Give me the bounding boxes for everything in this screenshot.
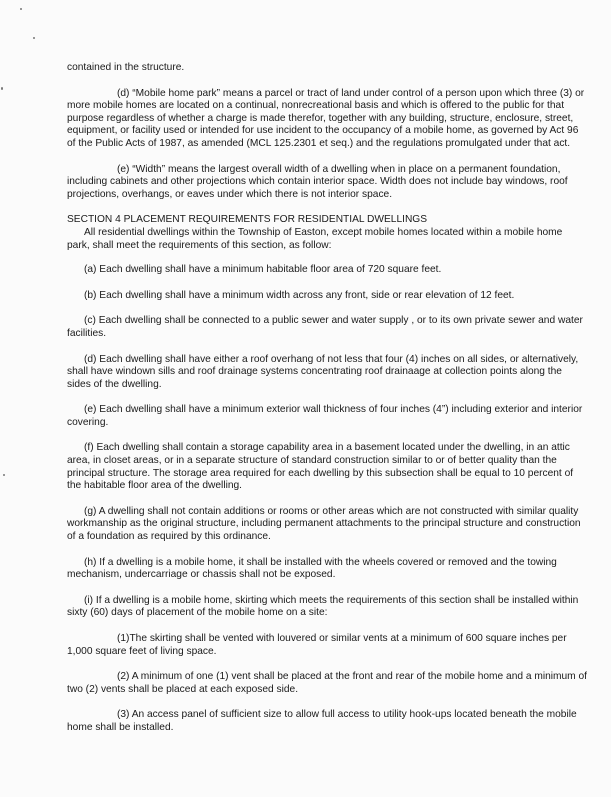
requirement-d: (d) Each dwelling shall have either a roof overhang of not less that four (4) inches on all sides, or alternatively, shall have windown sills and roof drainage systems concentrating roof drainaage at collection points along the sides of the dwelling. <box>67 353 579 390</box>
scan-speck <box>20 8 22 10</box>
scan-speck <box>1 87 3 90</box>
requirement-g: (g) A dwelling shall not contain additions or rooms or other areas which are not constructed with similar quality workmanship as the original structure, including permanent attachments to the principal structure and construction of a foundation as required by this ordinance. <box>67 505 581 543</box>
requirement-h: (h) If a dwelling is a mobile home, it shall be installed with the wheels covered or removed and the towing mechanism, undercarriage or chassis shall not be exposed. <box>67 556 557 581</box>
requirement-a: (a) Each dwelling shall have a minimum habitable floor area of 720 square feet. <box>84 264 442 276</box>
requirement-e: (e) Each dwelling shall have a minimum exterior wall thickness of four inches (4”) including exterior and interior covering. <box>67 404 583 428</box>
paragraph-width-definition: (e) “Width” means the largest overall width of a dwelling when in place on a permanent foundation, including cabinets and other projections which contain interior space. Width does not include bay windows, roof projections, overhangs, or eaves under which there is not interior space. <box>67 163 568 200</box>
requirement-c: (c) Each dwelling shall be connected to a public sewer and water supply , or to its own private sewer and water facilities. <box>67 315 583 339</box>
paragraph-continuation: contained in the structure. <box>67 62 185 73</box>
scan-speck <box>33 37 35 39</box>
requirement-i: (i) If a dwelling is a mobile home, skirting which meets the requirements of this section shall be installed within sixty (60) days of placement of the mobile home on a site: <box>67 594 579 619</box>
requirement-i-3: (3) An access panel of sufficient size to allow full access to utility hook-ups located beneath the mobile home shall be installed. <box>67 709 577 733</box>
document-body <box>67 62 587 735</box>
requirement-f: (f) Each dwelling shall contain a storage capability area in a basement located under the dwelling, in an attic area, in closet areas, or in a separate structure of standard construction similar to or of better quality than the principal structure. The storage area required for each dwelling by this subsection shall be equal to 10 percent of the habitable floor area of the dwelling. <box>67 442 574 492</box>
requirement-i-1: (1)The skirting shall be vented with louvered or similar vents at a minimum of 600 square inches per 1,000 square feet of living space. <box>67 633 567 657</box>
requirement-i-2: (2) A minimum of one (1) vent shall be placed at the front and rear of the mobile home and a minimum of two (2) vents shall be placed at each exposed side. <box>67 671 587 695</box>
scan-speck <box>3 474 5 476</box>
paragraph-mobile-home-park: (d) “Mobile home park” means a parcel or tract of land under control of a person upon which three (3) or more mobile homes are located on a continual, nonrecreational basis and which is offered to the public for that purpose regardless of whether a charge is made therefor, together with any building, structure, enclosure, street, equipment, or facility used or intended for use incident to the occupancy of a mobile home, as governed by Act 96 of the Public Acts of 1987, as amended (MCL 125.2301 et seq.) and the regulations promulgated under that act. <box>67 87 585 149</box>
requirement-b: (b) Each dwelling shall have a minimum width across any front, side or rear elevation of 12 feet. <box>84 289 515 301</box>
section-heading: SECTION 4 PLACEMENT REQUIREMENTS FOR RESIDENTIAL DWELLINGS <box>67 214 428 226</box>
section-intro: All residential dwellings within the Township of Easton, except mobile homes located within a mobile home park, shall meet the requirements of this section, as follow: <box>67 226 563 251</box>
